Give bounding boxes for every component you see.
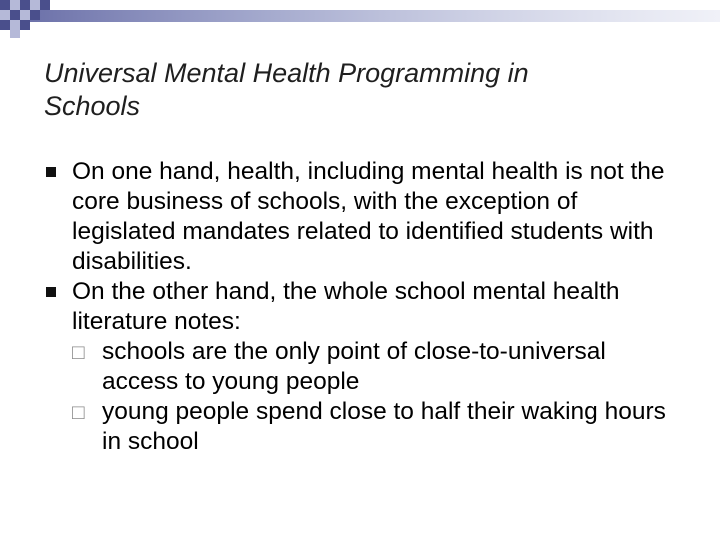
sub-bullet-item — [72, 337, 684, 397]
decorative-checkered-band — [0, 0, 720, 40]
bullet-list — [44, 157, 684, 457]
sub-bullet-text: young people spend close to half their waking hours in school — [102, 398, 666, 455]
square-bullet-icon — [46, 167, 56, 177]
bullet-text: On the other hand, the whole school mental health literature notes: — [72, 278, 620, 335]
bullet-text: On one hand, health, including mental health is not the core business of schools, with the exception of legislated mandates related to identified students with disabilities. — [72, 158, 665, 275]
slide-title — [44, 57, 664, 123]
square-bullet-icon — [46, 287, 56, 297]
sub-bullet-list — [72, 337, 684, 457]
sub-bullet-item — [72, 397, 684, 457]
sub-bullet-text: schools are the only point of close-to-universal access to young people — [102, 338, 606, 395]
bullet-item — [44, 157, 684, 277]
hollow-square-bullet-icon: □ — [72, 401, 85, 424]
hollow-square-bullet-icon: □ — [72, 341, 85, 364]
slide-title-line-2: Schools — [44, 91, 141, 121]
slide-title-line-1: Universal Mental Health Programming in — [44, 58, 529, 88]
bullet-item — [44, 277, 684, 457]
